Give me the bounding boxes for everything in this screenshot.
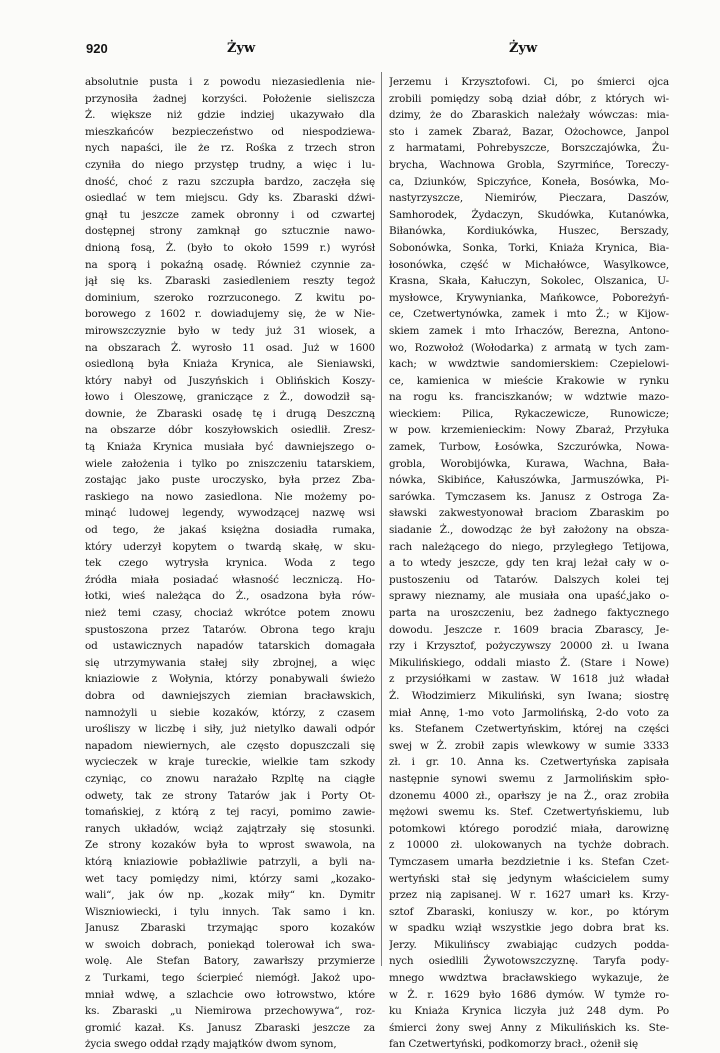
text-line: a to wtedy jeszcze, gdy ten kraj leżał cały w o- xyxy=(389,557,669,570)
text-line: sarówka. Tymczasem ks. Janusz z Ostroga Za- xyxy=(389,490,669,503)
column-divider xyxy=(381,72,382,966)
text-line: od tego, że jakaś księżna dosiadła rumaka, xyxy=(85,524,375,537)
text-line: źródła miała posiadać własność leczniczą. Ho- xyxy=(85,573,375,586)
text-line: nastyrzyszcze, Niemirów, Pieczara, Daszów, xyxy=(389,192,669,205)
text-line: który nabył od Juszyńskich i Oblińskich Koszy- xyxy=(85,374,375,387)
text-line: zamek, Turbow, Łosówka, Szczurówka, Nowa- xyxy=(389,441,669,454)
text-line: czyniąc, co znowu narażało Rzpltę na ciągłe xyxy=(85,772,375,785)
text-line: minąć ludowej legendy, wywodzącej nazwę wsi xyxy=(85,507,375,520)
text-line: zostając jako puste uroczysko, była przez Zba- xyxy=(85,474,375,487)
text-line: ks. Zbaraski „u Niemirowa przechowywa“, roz- xyxy=(85,1005,375,1018)
text-line: dnioną fosą, Ż. (było to około 1599 r.) wyrósł xyxy=(85,241,375,254)
text-line: miał Annę, 1-mo voto Jarmolińską, 2-do voto za xyxy=(389,706,669,719)
text-line: wolę. Ale Stefan Batory, zawarłszy przymierze xyxy=(85,955,375,968)
text-line: nych napaści, ile że rz. Rośka z trzech stron xyxy=(85,142,375,155)
text-line: łosonówka, część w Michałówce, Wasylkowce, xyxy=(389,258,669,271)
text-line: kniaziowie z Wołynia, którzy ponabywali świeżo xyxy=(85,673,375,686)
text-line: na obszarze dóbr koszyłowskich osiedlił. Zresz- xyxy=(85,424,375,437)
text-line: mieszkańców bezpieczeństwo od niespodziewa- xyxy=(85,125,375,138)
text-line: urośliszy w liczbę i siły, już nietylko dawali odpór xyxy=(85,723,375,736)
text-line: skiem zamek i mto Irhaczów, Berezna, Antono- xyxy=(389,324,669,337)
text-line: borowego z 1602 r. dowiadujemy się, że w Nie- xyxy=(85,308,375,321)
text-line: potomkowi którego porodzić miała, darowiznę xyxy=(389,822,669,835)
text-line: pustoszeniu od Tatarów. Dalszych kolei tej xyxy=(389,573,669,586)
text-line: gromić kazał. Ks. Janusz Zbaraski jeszcze za xyxy=(85,1021,375,1034)
text-line: kach; w wwdztwie sandomierskiem: Czepielowi- xyxy=(389,358,669,371)
text-line: z przysiółkami w zastaw. W 1618 już władał xyxy=(389,673,669,686)
text-line: mirowszczyznie było w tedy już 31 wiosek, a xyxy=(85,324,375,337)
text-line: ce, Czetwertynówka, zamek i mto Ż.; w Kijow- xyxy=(389,308,669,321)
text-line: wertyński stał się jedynym właścicielem sumy xyxy=(389,872,669,885)
text-line: dostępnej strony zamknął go sztucznie nawo- xyxy=(85,225,375,238)
text-line: ca, Dziunków, Spiczyńce, Koneła, Bosówka, Mo- xyxy=(389,175,669,188)
text-line: raskiego na nowo zasiedlona. Nie możemy po- xyxy=(85,490,375,503)
text-line: downie, że Zbaraski osadę tę i drugą Deszczną xyxy=(85,407,375,420)
text-line: tomańskiej, z którą z tej racyi, pomimo zawie- xyxy=(85,806,375,819)
text-line: na sporą i pokaźną osadę. Również czynnie za- xyxy=(85,258,375,271)
text-line: w spadku wziął wszystkie jego dobra brat ks. xyxy=(389,922,669,935)
text-line: napadom niewiernych, ale często dopuszczali się xyxy=(85,739,375,752)
text-line: sztof Zbaraski, koniuszy w. kor., po którym xyxy=(389,905,669,918)
text-line: Mikulińskiego, oddali miasto Ż. (Stare i Nowe) xyxy=(389,656,669,669)
text-line: spustoszona przez Tatarów. Obrona tego kraju xyxy=(85,623,375,636)
text-line: z harmatami, Pohrebyszcze, Borszczajówka, Żu- xyxy=(389,142,669,155)
text-line: mężowi swemu ks. Stef. Czetwertyńskiemu, lub xyxy=(389,806,669,819)
text-line: absolutnie pusta i z powodu niezasiedlenia nie- xyxy=(85,76,375,88)
text-line: mniał wdwę, a szlachcie owo łotrowstwo, które xyxy=(85,988,375,1001)
text-line: Janusz Zbaraski trzymając sporo kozaków xyxy=(85,922,375,935)
text-line: osiedlać w tem miejscu. Gdy ks. Zbaraski dźwi- xyxy=(85,192,375,205)
text-line: Biłanówka, Kordiukówka, Huszec, Berszady, xyxy=(389,225,669,238)
text-line: Jerzemu i Krzysztofowi. Ci, po śmierci ojca xyxy=(389,76,669,88)
text-line: mnego wwdztwa bracławskiego wykazuje, że xyxy=(389,972,669,985)
text-line: czyniła do niego przystęp trudny, a więc i lu- xyxy=(85,158,375,171)
text-line: Wiszniowiecki, i tylu innych. Tak samo i kn. xyxy=(85,905,375,918)
text-line: wali“, jak ów np. „kozak miły“ kn. Dymitr xyxy=(85,889,375,902)
running-head-right: Żyw xyxy=(509,41,538,56)
text-line: na obszarach Ż. wyrosło 11 osad. Już w 1600 xyxy=(85,341,375,354)
running-head-left: Żyw xyxy=(227,41,256,56)
text-line: odwety, tak ze strony Tatarów jak i Porty Ot- xyxy=(85,789,375,802)
text-line: parta na uroszczeniu, bez żadnego faktycznego xyxy=(389,607,669,619)
left-column xyxy=(85,74,375,1053)
text-line: Tymczasem umarła bezdzietnie i ks. Stefan Czet- xyxy=(389,855,669,868)
text-line: następnie synowi swemu z Jarmolińskim spło- xyxy=(389,772,669,785)
text-line: namnożyli u siebie kozaków, którzy, z czasem xyxy=(85,706,375,719)
text-line: ks. Stefanem Czetwertyńskim, której na części xyxy=(389,723,669,736)
text-line: sławski zakwestyonował braciom Zbaraskim po xyxy=(389,507,669,520)
text-line: Samhorodek, Żydaczyn, Skudówka, Kutanówka, xyxy=(389,208,669,221)
text-line: brycha, Wachnowa Grobla, Szyrmińce, Toreczy- xyxy=(389,158,669,171)
text-line: łowo i Oleszowę, graniczące z Ż., dowodził są- xyxy=(85,391,375,404)
text-line: tą Kniaża Krynica musiała być dawniejszego o- xyxy=(85,441,375,454)
text-line: gnął tu jeszcze zamek obronny i od czwartej xyxy=(85,208,375,221)
text-line: ranych układów, wciąż zajątrzały się stosunki. xyxy=(85,822,375,835)
text-line: śmierci żony swej Anny z Mikulińskich ks. Ste- xyxy=(389,1021,669,1034)
text-line: mysłowce, Krywynianka, Mańkowce, Poboreżyń- xyxy=(389,291,669,304)
text-line: nych osiedlili Żywotowszczyznę. Taryfa pody- xyxy=(389,955,669,968)
text-line: ce, kamienica w mieście Krakowie w rynku xyxy=(389,374,669,387)
text-line: wet tacy pomiędzy nimi, którzy sami „kozako- xyxy=(85,872,375,885)
text-line: w swoich dobrach, poniekąd tolerował ich swa- xyxy=(85,938,375,951)
text-line: zrobili pomiędzy sobą dział dóbr, z których wi- xyxy=(389,92,669,105)
text-line: wo, Rozwołoż (Wołodarka) z armatą w tych zam- xyxy=(389,341,669,354)
text-line: nówka, Skibińce, Kałuszówka, Jarmuszówka, Pi- xyxy=(389,474,669,487)
text-line: osiedloną była Kniaża Krynica, ale Sieniawski, xyxy=(85,358,375,371)
text-line: wycieczek w kraje tureckie, wielkie tam szkody xyxy=(85,756,375,769)
text-line: rzy i Krzysztof, pożyczywszy 20000 zł. u Iwana xyxy=(389,640,669,653)
text-line: łotki, wieś należąca do Ż., osadzona była rów- xyxy=(85,590,375,603)
text-line: dominium, szeroko rozrzuconego. Z kwitu po- xyxy=(85,291,375,304)
text-line: przynosiła żadnej korzyści. Położenie sieliszcza xyxy=(85,92,375,105)
text-line: dowodu. Jeszcze r. 1609 bracia Zbarascy, Je- xyxy=(389,623,669,636)
text-line: który uderzył kopytem o twardą skałę, w sku- xyxy=(85,540,375,553)
text-line: Krasna, Skała, Kałuczyn, Sokolec, Olszanica, U- xyxy=(389,275,669,288)
text-line: dzonemu 4000 zł., oparłszy je na Ż., oraz zrobiła xyxy=(389,789,669,802)
page-number: 920 xyxy=(86,41,108,56)
text-line: przez nią zapisanej. W r. 1627 umarł ks. Krzy- xyxy=(389,889,669,902)
text-line: od ustawicznych napadów tatarskich domagała xyxy=(85,640,375,653)
text-line: z Turkami, tego ścierpieć niemógł. Jakoż upo- xyxy=(85,972,375,985)
text-line: w pow. krzemienieckim: Nowy Zbaraż, Przyłuka xyxy=(389,424,669,437)
text-line: na rogu ks. franciszkanów; w wdztwie mazo- xyxy=(389,391,669,404)
text-line: dność, choć z razu szczupła bardzo, zaczęła się xyxy=(85,175,375,188)
text-line: zł. i gr. 10. Anna ks. Czetwertyńska zapisała xyxy=(389,756,669,769)
text-line: Ż. większe niż gdzie indziej ukazywało dla xyxy=(85,109,375,122)
text-line: Jerzy. Mikulińscy zwabiając cudzych podda- xyxy=(389,938,669,951)
text-line: z 10000 zł. ulokowanych na tychże dobrach. xyxy=(389,839,669,852)
text-line: życia swego oddał rządy majątków dwom synom, xyxy=(85,1038,337,1051)
text-line: którą kniaziowie pobłażliwie patrzyli, a byli na- xyxy=(85,855,375,868)
text-line: fan Czetwertyński, podkomorzy bracł., ożenił się xyxy=(389,1038,639,1051)
text-line: dzimy, że do Zbaraskich należały wówczas: mia- xyxy=(389,109,669,122)
text-line: się utrzymywania stałej siły zbrojnej, a więc xyxy=(85,656,375,669)
right-column xyxy=(389,74,669,1053)
text-line: Sobonówka, Sonka, Torki, Kniaża Krynica, Bia- xyxy=(389,241,669,254)
text-line: siadanie Ż., dowodząc że był założony na obsza- xyxy=(389,524,669,537)
text-line: sprawy nieznamy, ale musiała ona upaść,jako o- xyxy=(389,590,669,603)
text-line: Ż. Włodzimierz Mikuliński, syn Iwana; siostrę xyxy=(389,689,669,702)
text-line: wiele założenia i tylko po zniszczeniu tatarskiem, xyxy=(85,457,375,470)
text-line: sto i zamek Zbaraż, Bazar, Ożochowce, Janpol xyxy=(389,125,669,138)
text-line: wieckiem: Pilica, Rykaczewicze, Runowicze; xyxy=(389,407,669,420)
text-line: Ze strony kozaków była to wprost swawola, na xyxy=(85,839,375,852)
text-line: tek czego wytrysła krynica. Woda z tego xyxy=(85,557,375,570)
text-line: jął się ks. Zbaraski zasiedleniem reszty tegoż xyxy=(85,275,375,288)
text-line: swej w Ż. zrobił zapis wlewkowy w sumie 3333 xyxy=(389,739,669,752)
text-line: nież temi czasy, chociaż wkrótce potem znowu xyxy=(85,607,375,619)
text-line: dobra od dawniejszych ziemian bracławskich, xyxy=(85,689,375,702)
text-line: w Ż. r. 1629 było 1686 dymów. W tymże ro- xyxy=(389,988,669,1001)
text-line: grobla, Worobijówka, Kurawa, Wachna, Bała- xyxy=(389,457,669,470)
text-line: ku Kniaża Krynica liczyła już 248 dym. Po xyxy=(389,1005,669,1018)
text-line: rach należącego do niego, przyległego Tetijowa, xyxy=(389,540,669,553)
